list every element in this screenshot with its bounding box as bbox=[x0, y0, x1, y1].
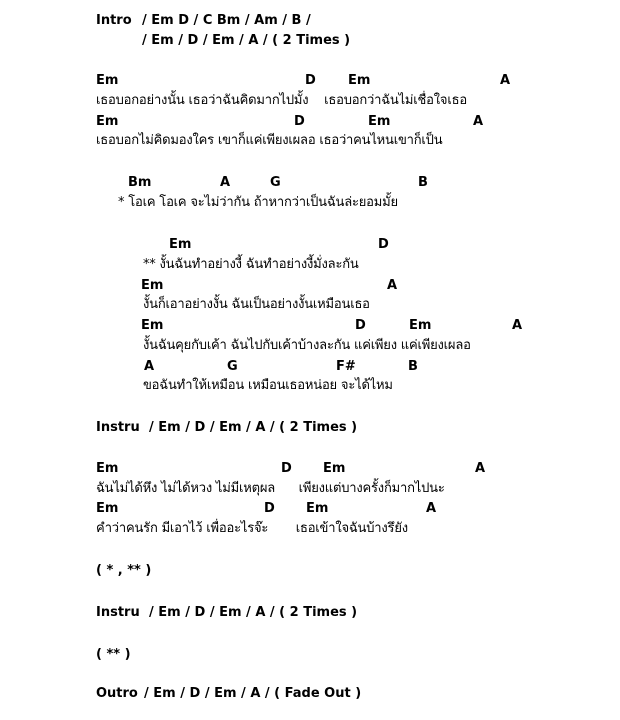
chord: A bbox=[473, 114, 484, 129]
chord: B bbox=[408, 359, 418, 374]
verse-2-line-2-lyric: คำว่าคนรัก มีเอาไว้ เพื่ออะไรจ๊ะ เธอเข้าใจฉันบ้างรึยัง bbox=[96, 521, 408, 536]
chord: Em bbox=[96, 73, 119, 88]
verse-1-line-1-lyric: เธอบอกอย่างนั้น เธอว่าฉันคิดมากไปมั้ง เธอบอกว่าฉันไม่เชื่อใจเธอ bbox=[96, 93, 467, 108]
chord: Em bbox=[96, 501, 119, 516]
chord: D bbox=[378, 237, 389, 252]
chord: G bbox=[270, 175, 281, 190]
chord: Em bbox=[141, 318, 164, 333]
verse-1-line-2-lyric: เธอบอกไม่คิดมองใคร เขาก็แค่เพียงเผลอ เธอว่าคนไหนเขาก็เป็น bbox=[96, 133, 443, 148]
intro-label: Intro bbox=[96, 13, 132, 28]
chord: D bbox=[264, 501, 275, 516]
chord: Em bbox=[323, 461, 346, 476]
chord: Em bbox=[409, 318, 432, 333]
intro-chords-line-1: / Em D / C Bm / Am / B / bbox=[142, 13, 311, 28]
chord: D bbox=[281, 461, 292, 476]
chorus-2-line-1-lyric: ** งั้นฉันทำอย่างงี้ ฉันทำอย่างงี้มั่งละกัน bbox=[143, 257, 359, 272]
chord: Em bbox=[306, 501, 329, 516]
intro-chords-line-2: / Em / D / Em / A / ( 2 Times ) bbox=[142, 33, 351, 48]
chord: A bbox=[426, 501, 437, 516]
chord: F# bbox=[336, 359, 356, 374]
repeat-marker-1: ( * , ** ) bbox=[96, 563, 152, 578]
chord: A bbox=[500, 73, 511, 88]
verse-2-line-1-lyric: ฉันไม่ได้หึง ไม่ได้หวง ไม่มีเหตุผล เพียงแต่บางครั้งก็มากไปนะ bbox=[96, 481, 445, 496]
chord: Em bbox=[368, 114, 391, 129]
chord: Em bbox=[348, 73, 371, 88]
chord: Em bbox=[96, 461, 119, 476]
chord: D bbox=[294, 114, 305, 129]
chord: A bbox=[387, 278, 398, 293]
chord: A bbox=[512, 318, 523, 333]
chorus-1-lyric: * โอเค โอเค จะไม่ว่ากัน ถ้าหากว่าเป็นฉันล่ะยอมมั้ย bbox=[118, 195, 398, 210]
chord: Em bbox=[141, 278, 164, 293]
chorus-2-line-4-lyric: ขอฉันทำให้เหมือน เหมือนเธอหน่อย จะได้ไหม bbox=[143, 378, 393, 393]
repeat-marker-2: ( ** ) bbox=[96, 647, 131, 662]
chorus-2-line-2-lyric: งั้นก็เอาอย่างงั้น ฉันเป็นอย่างงั้นเหมือนเธอ bbox=[143, 297, 370, 312]
chord: D bbox=[355, 318, 366, 333]
chord: Em bbox=[169, 237, 192, 252]
chorus-2-line-3-lyric: งั้นฉันคุยกับเค้า ฉันไปกับเค้าบ้างละกัน แค่เพียง แค่เพียงเผลอ bbox=[143, 338, 471, 353]
chord: G bbox=[227, 359, 238, 374]
instru-1-chords: / Em / D / Em / A / ( 2 Times ) bbox=[149, 420, 358, 435]
outro-chords: / Em / D / Em / A / ( Fade Out ) bbox=[144, 686, 362, 701]
chord: D bbox=[305, 73, 316, 88]
chord: Em bbox=[96, 114, 119, 129]
outro-label: Outro bbox=[96, 686, 138, 701]
chord: Bm bbox=[128, 175, 152, 190]
chord: B bbox=[418, 175, 428, 190]
chord: A bbox=[220, 175, 231, 190]
chord: A bbox=[144, 359, 155, 374]
instru-2-label: Instru bbox=[96, 605, 140, 620]
instru-2-chords: / Em / D / Em / A / ( 2 Times ) bbox=[149, 605, 358, 620]
chord: A bbox=[475, 461, 486, 476]
instru-1-label: Instru bbox=[96, 420, 140, 435]
